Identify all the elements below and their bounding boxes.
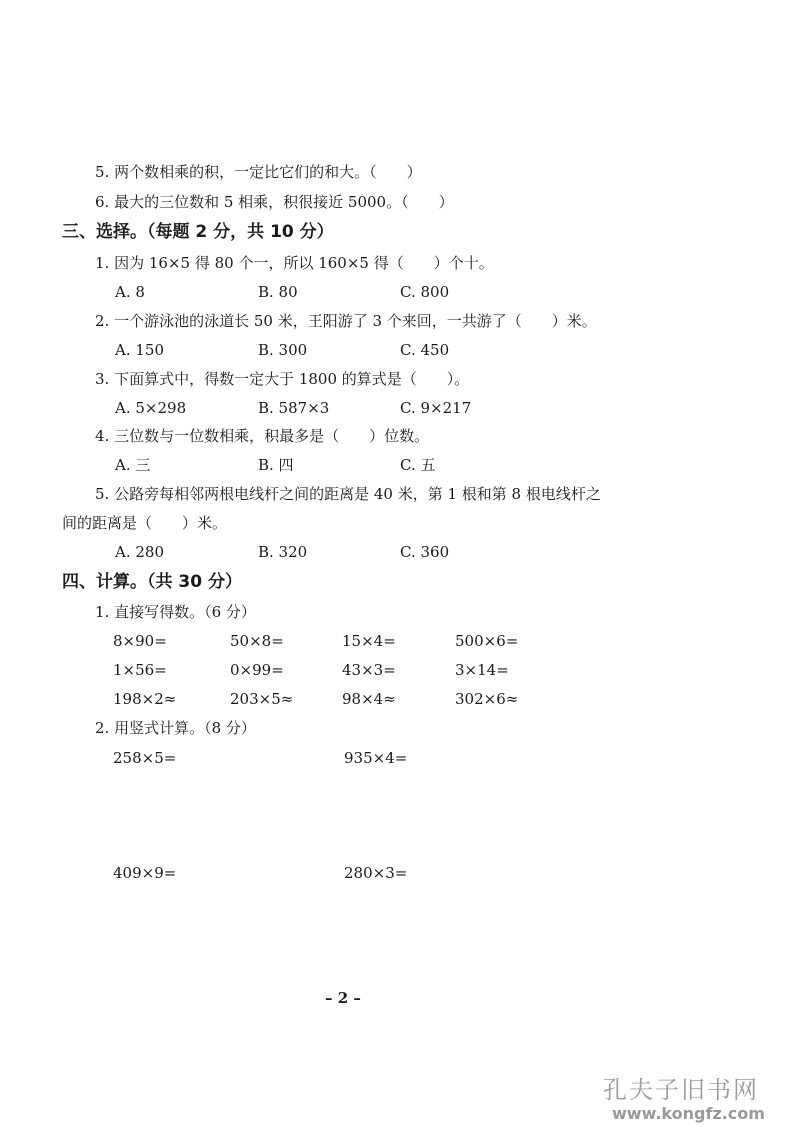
choice-q4-option-b: B. 四 (258, 456, 294, 474)
section4-title: 四、计算。（共 30 分） (62, 572, 242, 592)
choice-q3-option-c: C. 9×217 (400, 399, 472, 417)
mental-calc-item: 1×56= (113, 661, 167, 679)
mental-calc-item: 203×5≈ (230, 690, 294, 708)
vertical-calc-item: 409×9= (113, 864, 177, 882)
choice-q5-option-b: B. 320 (258, 543, 308, 561)
choice-q3: 3. 下面算式中，得数一定大于 1800 的算式是（ ）。 (95, 370, 470, 388)
choice-q2: 2. 一个游泳池的泳道长 50 米，王阳游了 3 个来回，一共游了（ ）米。 (95, 312, 597, 330)
choice-q3-option-b: B. 587×3 (258, 399, 330, 417)
mental-calc-item: 500×6= (455, 632, 519, 650)
vertical-calc-item: 258×5= (113, 749, 177, 767)
mental-calc-item: 302×6≈ (455, 690, 519, 708)
mental-calc-item: 50×8= (230, 632, 284, 650)
page-number: – 2 – (325, 989, 361, 1007)
choice-q5-option-c: C. 360 (400, 543, 450, 561)
choice-q5: 5. 公路旁每相邻两根电线杆之间的距离是 40 米，第 1 根和第 8 根电线杆之 (95, 485, 601, 503)
mental-calc-item: 3×14= (455, 661, 509, 679)
choice-q1-option-a: A. 8 (115, 283, 145, 301)
judge-q6: 6. 最大的三位数和 5 相乘，积很接近 5000。（ ） (95, 193, 454, 211)
choice-q4-option-c: C. 五 (400, 456, 436, 474)
mental-calc-item: 15×4= (342, 632, 396, 650)
choice-q1-option-c: C. 800 (400, 283, 450, 301)
choice-q2-option-b: B. 300 (258, 341, 308, 359)
vertical-calc-item: 280×3= (344, 864, 408, 882)
section3-title: 三、选择。（每题 2 分，共 10 分） (62, 222, 334, 242)
calc-part2-title: 2. 用竖式计算。（8 分） (95, 719, 256, 737)
mental-calc-item: 98×4≈ (342, 690, 396, 708)
choice-q1: 1. 因为 16×5 得 80 个一，所以 160×5 得（ ）个十。 (95, 254, 494, 272)
choice-q4: 4. 三位数与一位数相乘，积最多是（ ）位数。 (95, 427, 430, 445)
judge-q5: 5. 两个数相乘的积，一定比它们的和大。（ ） (95, 163, 422, 181)
mental-calc-item: 198×2≈ (113, 690, 177, 708)
mental-calc-item: 43×3= (342, 661, 396, 679)
choice-q2-option-a: A. 150 (115, 341, 164, 359)
choice-q3-option-a: A. 5×298 (115, 399, 187, 417)
choice-q5-continued: 间的距离是（ ）米。 (62, 514, 228, 532)
choice-q1-option-b: B. 80 (258, 283, 298, 301)
watermark-logo: 孔夫子旧书网 (603, 1076, 759, 1104)
watermark-url: www.kongfz.com (612, 1104, 765, 1123)
calc-part1-title: 1. 直接写得数。（6 分） (95, 603, 256, 621)
mental-calc-item: 0×99= (230, 661, 284, 679)
choice-q5-option-a: A. 280 (115, 543, 164, 561)
choice-q2-option-c: C. 450 (400, 341, 450, 359)
mental-calc-item: 8×90= (113, 632, 167, 650)
vertical-calc-item: 935×4= (344, 749, 408, 767)
choice-q4-option-a: A. 三 (115, 456, 151, 474)
